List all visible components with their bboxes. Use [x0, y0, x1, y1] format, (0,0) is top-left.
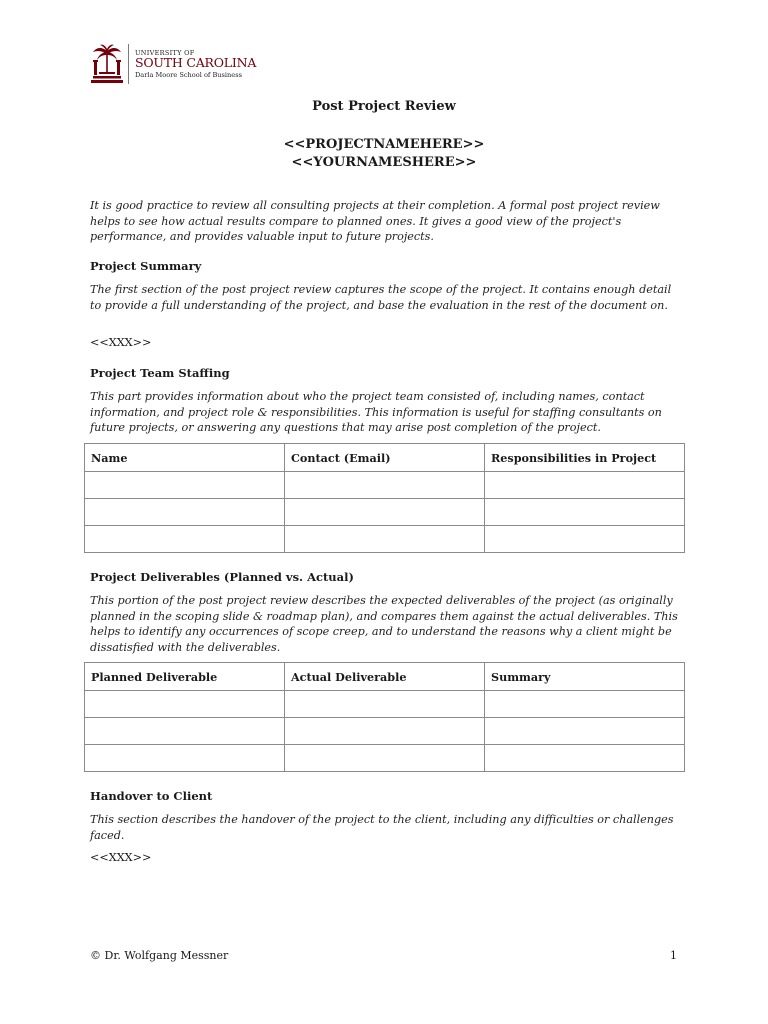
page-number: 1 [670, 949, 677, 962]
logo-university-of: UNIVERSITY OF [135, 48, 195, 57]
table-row [85, 526, 685, 553]
table-cell[interactable] [485, 499, 685, 526]
table-header-row [85, 444, 685, 472]
handover-heading: Handover to Client [90, 789, 213, 803]
column-header: Name [85, 444, 285, 472]
logo-south-carolina: SOUTH CAROLINA [135, 55, 257, 71]
table-cell[interactable] [485, 472, 685, 499]
table-row [85, 499, 685, 526]
column-header: Responsibilities in Project [485, 444, 685, 472]
deliverables-heading: Project Deliverables (Planned vs. Actual) [90, 570, 354, 584]
summary-heading: Project Summary [90, 259, 202, 273]
table-cell[interactable] [85, 526, 285, 553]
table-row [85, 745, 685, 772]
staffing-paragraph: This part provides information about who the project team consisted of, including names, contact information, and project role & responsibilities. This information is useful for staffing consultants on future projects, or answering any questions that may arise post completion of the project. [90, 390, 662, 435]
university-logo [90, 42, 256, 86]
column-header: Contact (Email) [285, 444, 485, 472]
column-header: Summary [485, 663, 685, 691]
project-name-placeholder: <<PROJECTNAMEHERE>> [283, 137, 485, 152]
handover-paragraph: This section describes the handover of the project to the client, including any difficulties or challenges faced. [90, 813, 674, 842]
palmetto-tree-icon [90, 43, 124, 85]
table-cell[interactable] [85, 472, 285, 499]
table-cell[interactable] [485, 718, 685, 745]
column-header: Actual Deliverable [285, 663, 485, 691]
intro-paragraph: It is good practice to review all consulting projects at their completion. A formal post project review helps to see how actual results compare to planned ones. It gives a good view of the project's performance, and provides valuable input to future projects. [90, 199, 660, 244]
table-cell[interactable] [285, 718, 485, 745]
table-cell[interactable] [85, 745, 285, 772]
table-cell[interactable] [485, 745, 685, 772]
logo-school-name: Darla Moore School of Business [135, 70, 242, 79]
staffing-table [84, 443, 685, 553]
table-cell[interactable] [85, 499, 285, 526]
table-row [85, 472, 685, 499]
deliverables-paragraph: This portion of the post project review describes the expected deliverables of the project (as originally planned in the scoping slide & roadmap plan), and compares them against the actual deliverables. This helps to identify any occurrences of scope creep, and to understand the reasons why a client might be dissatisfied with the deliverables. [90, 594, 678, 654]
page-title: Post Project Review [312, 99, 456, 114]
summary-paragraph: The first section of the post project review captures the scope of the project. It contains enough detail to provide a full understanding of the project, and base the evaluation in the rest of the document on. [90, 283, 672, 312]
footer-copyright: © Dr. Wolfgang Messner [90, 949, 229, 962]
table-cell[interactable] [485, 691, 685, 718]
table-cell[interactable] [85, 691, 285, 718]
table-cell[interactable] [485, 526, 685, 553]
your-names-placeholder: <<YOURNAMESHERE>> [291, 155, 477, 170]
table-cell[interactable] [85, 718, 285, 745]
summary-placeholder: <<XXX>> [90, 336, 152, 349]
table-cell[interactable] [285, 499, 485, 526]
table-row [85, 718, 685, 745]
logo-divider [128, 44, 129, 84]
table-cell[interactable] [285, 745, 485, 772]
table-cell[interactable] [285, 472, 485, 499]
handover-placeholder: <<XXX>> [90, 851, 152, 864]
column-header: Planned Deliverable [85, 663, 285, 691]
table-row [85, 691, 685, 718]
staffing-heading: Project Team Staffing [90, 366, 230, 380]
table-header-row [85, 663, 685, 691]
deliverables-table [84, 662, 685, 772]
table-cell[interactable] [285, 526, 485, 553]
table-cell[interactable] [285, 691, 485, 718]
logo-wordmark [135, 50, 256, 79]
